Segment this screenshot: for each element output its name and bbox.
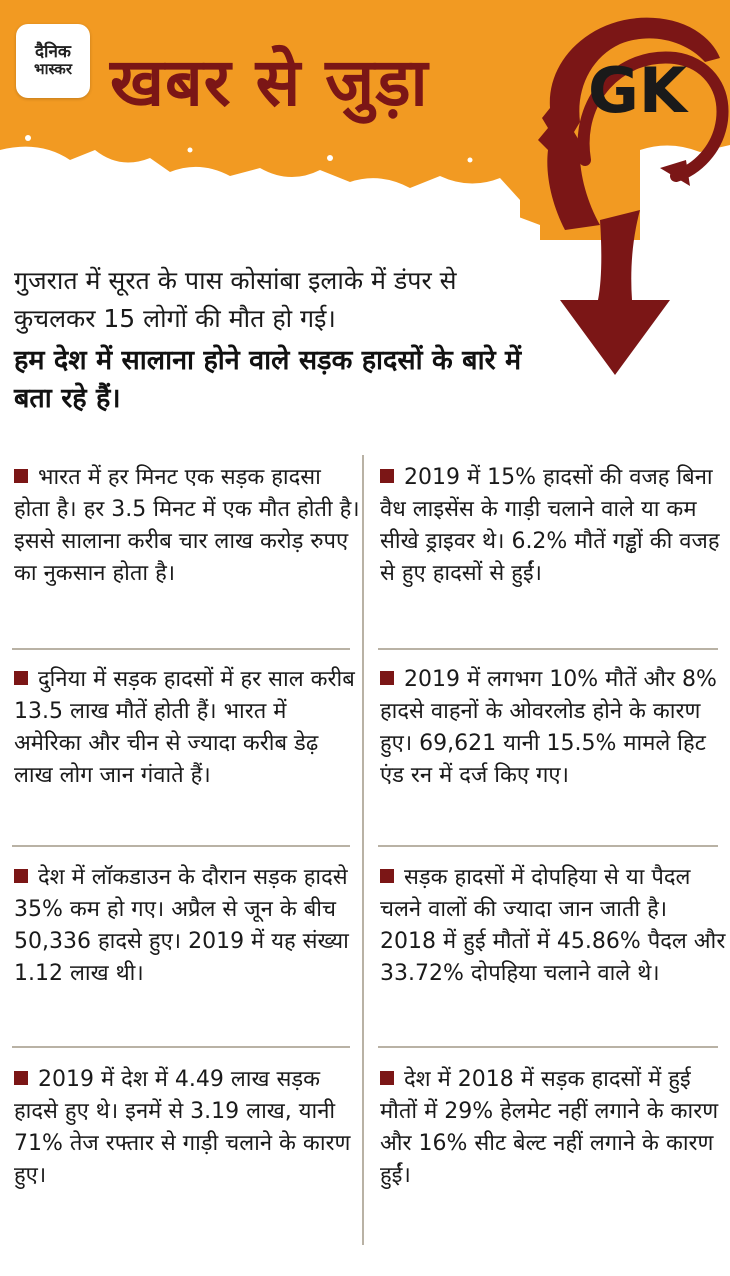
logo-line-1: दैनिक — [35, 42, 71, 63]
intro-highlight: हम देश में सालाना होने वाले सड़क हादसों के बारे में बता रहे हैं। — [14, 345, 522, 414]
bullet-square-icon — [14, 469, 28, 483]
bullet-square-icon — [14, 869, 28, 883]
row-divider-right-1 — [378, 648, 718, 650]
fact-text: 2019 में 15% हादसों की वजह बिना वैध लाइसेंस के गाड़ी चलाने वाले या कम सीखे ड्राइवर थे। 6.2% मौतें गड्ढों की वजह से हुए हादसों से हुईं। — [380, 465, 720, 586]
fact-left-3 — [14, 862, 360, 990]
fact-text: भारत में हर मिनट एक सड़क हादसा होता है। हर 3.5 मिनट में एक मौत होती है। इससे सालाना करीब चार लाख करोड़ रुपए का नुकसान होता है। — [14, 465, 360, 586]
intro-text: गुजरात में सूरत के पास कोसांबा इलाके में डंपर से कुचलकर 15 लोगों की मौत हो गई। — [14, 266, 457, 333]
bullet-square-icon — [380, 869, 394, 883]
page-title: खबर से जुड़ा — [110, 44, 429, 121]
intro-section — [14, 262, 544, 418]
bullet-square-icon — [380, 469, 394, 483]
bullet-square-icon — [380, 1071, 394, 1085]
fact-text: देश में लॉकडाउन के दौरान सड़क हादसे 35% कम हो गए। अप्रैल से जून के बीच 50,336 हादसे हुए। 2019 में यह संख्या 1.12 लाख थी। — [14, 865, 349, 986]
dainik-bhaskar-logo — [16, 24, 90, 98]
fact-right-4 — [380, 1064, 726, 1192]
row-divider-right-2 — [378, 845, 718, 847]
fact-right-2 — [380, 664, 726, 792]
fact-left-1 — [14, 462, 360, 590]
fact-text: 2019 में लगभग 10% मौतें और 8% हादसे वाहनों के ओवरलोड होने के कारण हुए। 69,621 यानी 15.5% मामले हिट एंड रन में दर्ज किए गए। — [380, 667, 717, 788]
column-divider — [362, 455, 364, 1245]
bullet-square-icon — [14, 1071, 28, 1085]
gk-badge: GK — [588, 54, 687, 127]
fact-text: सड़क हादसों में दोपहिया से या पैदल चलने वालों की ज्यादा जान जाती है। 2018 में हुई मौतों में 45.86% पैदल और 33.72% दोपहिया चलाने वाले थे। — [380, 865, 726, 986]
logo-line-2: भास्कर — [34, 60, 72, 79]
row-divider-left-2 — [12, 845, 350, 847]
fact-left-4 — [14, 1064, 360, 1192]
row-divider-right-3 — [378, 1046, 718, 1048]
row-divider-left-3 — [12, 1046, 350, 1048]
fact-right-1 — [380, 462, 726, 590]
fact-text: 2019 में देश में 4.49 लाख सड़क हादसे हुए थे। इनमें से 3.19 लाख, यानी 71% तेज रफ्तार से गाड़ी चलाने के कारण हुए। — [14, 1067, 351, 1188]
row-divider-left-1 — [12, 648, 350, 650]
fact-left-2 — [14, 664, 360, 792]
fact-text: दुनिया में सड़क हादसों में हर साल करीब 13.5 लाख मौतें होती हैं। भारत में अमेरिका और चीन से ज्यादा करीब डेढ़ लाख लोग जान गंवाते हैं। — [14, 667, 355, 788]
fact-right-3 — [380, 862, 726, 990]
bullet-square-icon — [380, 671, 394, 685]
fact-text: देश में 2018 में सड़क हादसों में हुई मौतों में 29% हेलमेट नहीं लगाने के कारण और 16% सीट बेल्ट नहीं लगाने के कारण हुईं। — [380, 1067, 719, 1188]
bullet-square-icon — [14, 671, 28, 685]
